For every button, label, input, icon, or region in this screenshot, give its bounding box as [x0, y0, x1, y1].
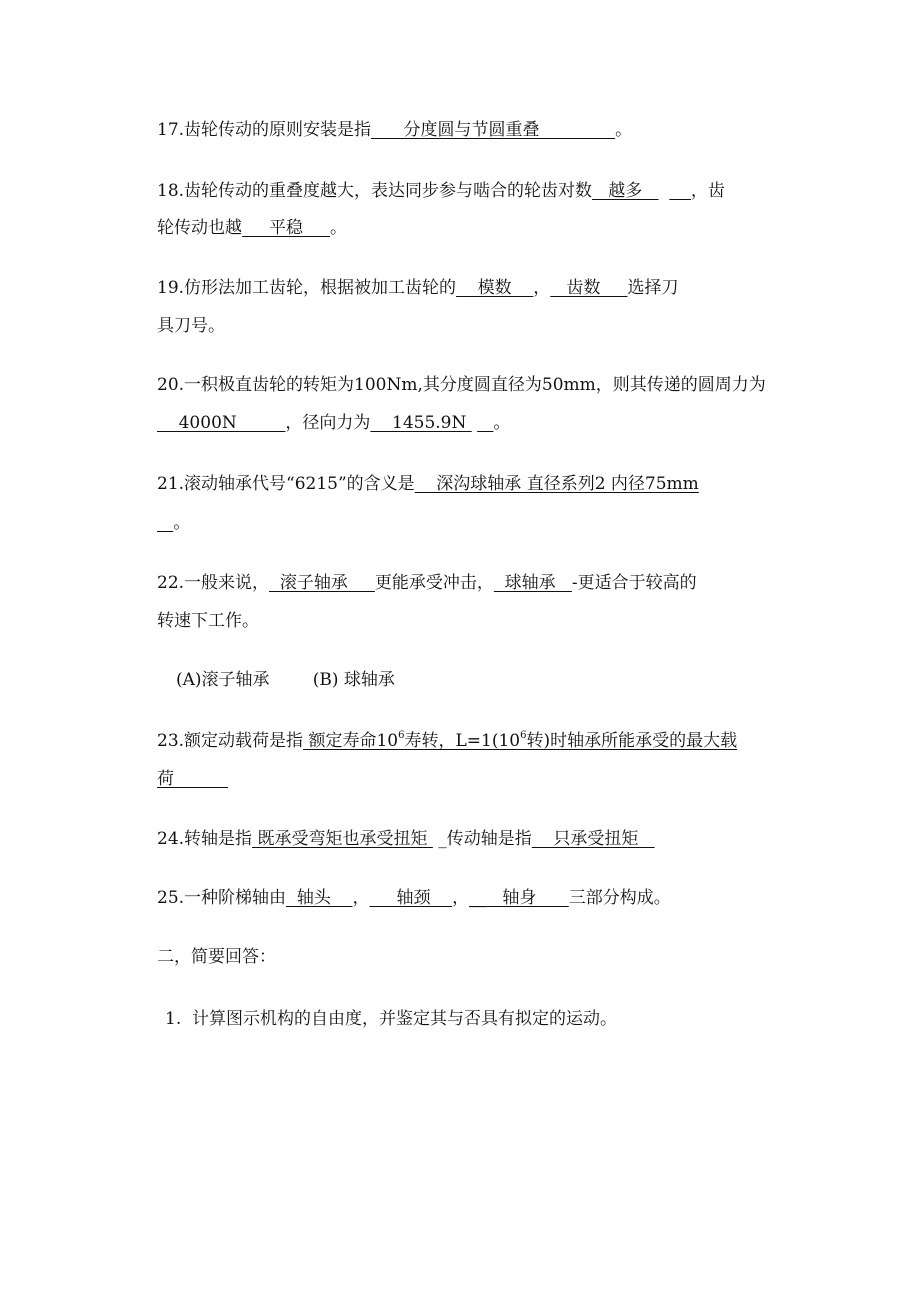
question-19-line-1: [157, 276, 679, 300]
question-23-answer-part-1: 额定寿命10: [303, 731, 399, 751]
question-23-line-2-blank: [174, 769, 228, 789]
question-23-answer: [303, 731, 737, 751]
question-23-line-2: [157, 767, 228, 791]
question-21-answer-blank: [157, 513, 173, 533]
question-23-sup-1: 6: [398, 730, 405, 742]
question-24: [157, 827, 655, 851]
question-24-text: 24.转轴是指: [157, 829, 253, 849]
section-2-title-text: 二，简要回答：: [157, 947, 276, 967]
question-25-sep-1: ，: [352, 888, 370, 908]
question-25-tail: 三部分构成。: [568, 888, 671, 908]
question-18-line-2: [157, 216, 347, 240]
question-22-mid: 更能承受冲击，: [374, 573, 494, 593]
question-25-text: 25.一种阶梯轴由: [157, 888, 287, 908]
question-18-gap: [658, 181, 669, 201]
question-18-mid: ，齿: [690, 181, 725, 201]
question-22-line-2-text: 转速下工作。: [157, 611, 259, 631]
question-19-line-2: [157, 314, 225, 338]
question-23-answer-part-3: 转)时轴承所能承受的最大载: [526, 731, 738, 751]
question-23-text: 23.额定动载荷是指: [157, 731, 304, 751]
question-23-answer-line-2: [157, 769, 228, 789]
question-18-answer-1: 越多: [592, 181, 659, 201]
question-20-mid: ，径向力为: [285, 413, 371, 433]
question-17: [157, 118, 632, 142]
question-20-line-2: [157, 411, 510, 435]
question-20-answer-1: 4000N: [157, 413, 286, 433]
question-19-line-2-text: 具刀号。: [157, 316, 225, 336]
question-22-line-1: [157, 571, 697, 595]
question-22-answer-2: 球轴承: [493, 573, 572, 593]
question-20-text: 20.一积极直齿轮的转矩为100Nm,其分度圆直径为50mm，则其传递的圆周力为: [157, 375, 766, 395]
question-25-answer-3: __ 轴身: [469, 888, 569, 908]
question-25: [157, 886, 671, 910]
question-23-line-2-text: 荷: [157, 769, 174, 789]
question-22-options-text: (A)滚子轴承 (B) 球轴承: [176, 670, 395, 690]
question-19-sep: ，: [533, 278, 551, 298]
question-25-sep-2: ，: [452, 888, 470, 908]
short-answer-1-text: 1. 计算图示机构的自由度，并鉴定其与否具有拟定的运动。: [165, 1009, 618, 1029]
question-22-options: [176, 668, 395, 692]
question-21-answer: 深沟球轴承 直径系列2 内径75mm: [414, 474, 699, 494]
question-21-end: 。: [173, 513, 191, 533]
section-2-title: [157, 945, 276, 969]
question-25-answer-1: 轴头: [286, 888, 353, 908]
question-23-answer-part-2: 寿转，L=1(10: [404, 731, 521, 751]
question-24-mid: 传动轴是指: [446, 829, 532, 849]
question-17-answer: 分度圆与节圆重叠: [371, 120, 616, 140]
question-17-text: 17.齿轮传动的原则安装是指: [157, 120, 372, 140]
question-17-end: 。: [615, 120, 633, 140]
question-24-answer-1-blank: _: [438, 829, 447, 849]
question-25-answer-2: 轴颈: [369, 888, 453, 908]
question-19-tail: 选择刀: [627, 278, 679, 298]
question-21-line-2: [157, 511, 190, 535]
question-18-end: 。: [330, 218, 348, 238]
question-22-answer-1: 滚子轴承: [269, 573, 375, 593]
question-24-answer-1: 既承受弯矩也承受扭矩: [252, 829, 433, 849]
question-22-text: 22.一般来说，: [157, 573, 270, 593]
question-20-answer-2-blank: [477, 413, 493, 433]
question-18-line-2-text: 轮传动也越: [157, 218, 242, 238]
question-21-text: 21.滚动轴承代号“6215”的含义是: [157, 474, 415, 494]
short-answer-1: [165, 1007, 617, 1031]
question-18-answer-2: 平稳: [242, 218, 331, 238]
question-20-line-1: [157, 373, 766, 397]
question-18-answer-1-blank: [669, 181, 691, 201]
question-19-text: 19.仿形法加工齿轮，根据被加工齿轮的: [157, 278, 457, 298]
question-20-answer-2: 1455.9N: [370, 413, 472, 433]
question-21-line-1: [157, 472, 699, 496]
question-23-sup-2: 6: [520, 730, 527, 742]
question-18-line-1: [157, 179, 725, 203]
question-22-line-2: [157, 609, 259, 633]
question-22-tail: -更适合于较高的: [571, 573, 697, 593]
question-23-line-1: [157, 729, 737, 753]
question-19-answer-2: 齿数: [550, 278, 628, 298]
question-18-text: 18.齿轮传动的重叠度越大，表达同步参与啮合的轮齿对数: [157, 181, 593, 201]
question-20-end: 。: [493, 413, 511, 433]
question-24-answer-2: 只承受扭矩: [531, 829, 655, 849]
question-19-answer-1: 模数: [456, 278, 534, 298]
